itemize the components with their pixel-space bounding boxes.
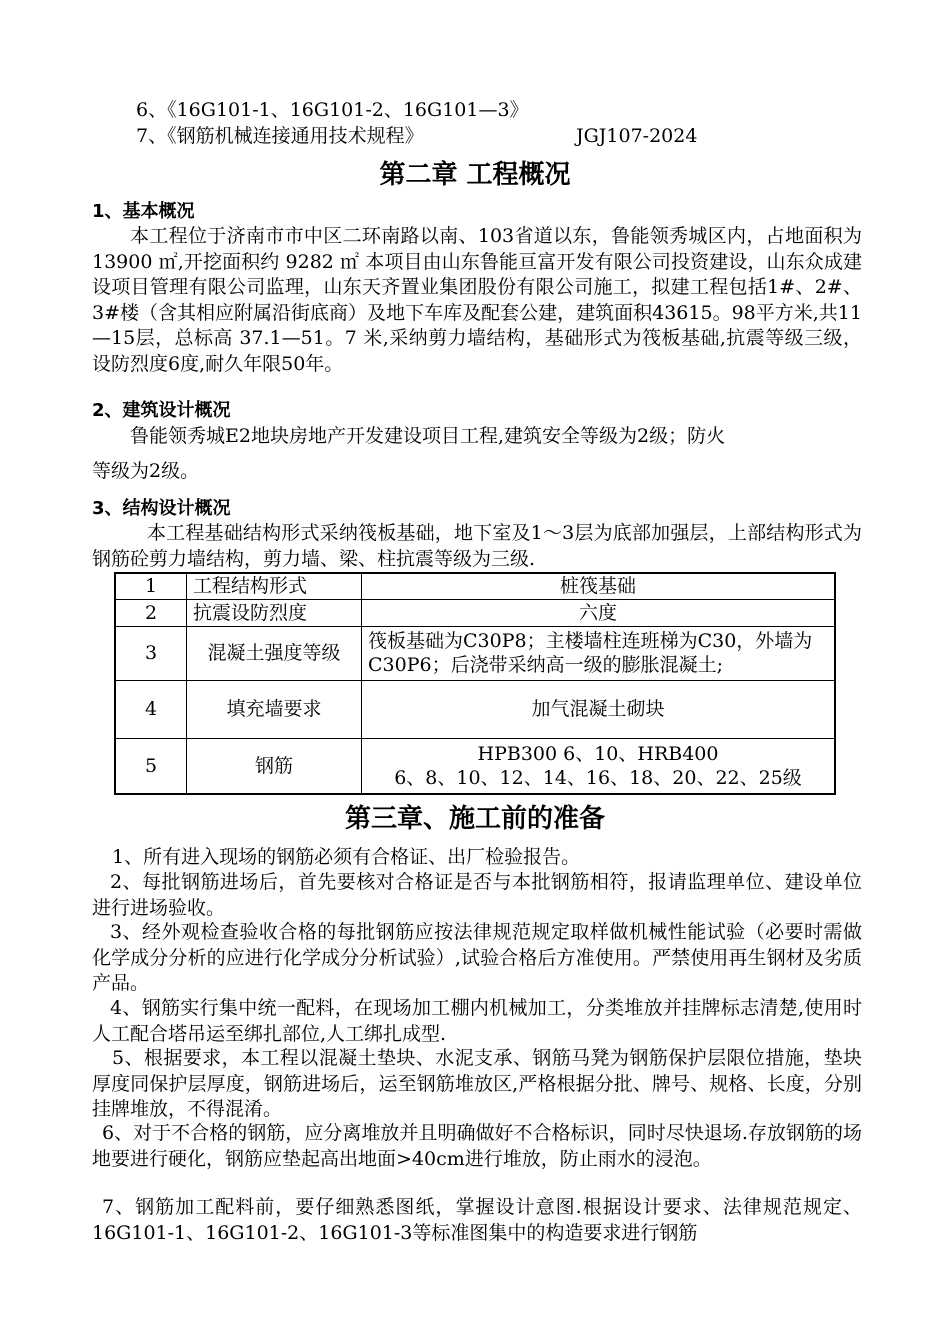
row-number: 4 xyxy=(115,680,187,738)
table-row xyxy=(115,573,835,599)
reference-line: 6、《16G101-1、16G101-2、16G101—3》 xyxy=(136,99,529,121)
row-item: 抗震设防烈度 xyxy=(187,599,362,626)
row-item: 工程结构形式 xyxy=(187,573,362,599)
prep-item: 3、经外观检查验收合格的每批钢筋应按法律规范规定取样做机械性能试验（必要时需做化学成分分析的应进行化学成分分析试验）,试验合格后方准使用。严禁使用再生钢材及劣质产品。 xyxy=(92,921,862,994)
prep-item: 2、每批钢筋进场后，首先要核对合格证是否与本批钢筋相符，报请监理单位、建设单位进行进场验收。 xyxy=(92,871,862,919)
row-value: 六度 xyxy=(362,599,836,626)
section-heading: 2、建筑设计概况 xyxy=(92,400,231,421)
section-body-line: 等级为2级。 xyxy=(92,460,200,482)
row-value-line: 6、8、10、12、14、16、18、20、22、25级 xyxy=(394,766,802,789)
row-value: 加气混凝土砌块 xyxy=(362,680,836,738)
row-value xyxy=(362,738,836,794)
prep-item: 7、钢筋加工配料前，要仔细熟悉图纸，掌握设计意图.根据设计要求、法律规范规定、16G101-1、16G101-2、16G101-3等标准图集中的构造要求进行钢筋 xyxy=(92,1196,862,1244)
chapter-title: 第三章、施工前的准备 xyxy=(344,804,605,834)
chapter-title: 第二章 工程概况 xyxy=(379,160,571,190)
reference-line: 7、《钢筋机械连接通用技术规程》 JGJ107-2024 xyxy=(136,125,698,147)
section-body: 本工程基础结构形式采纳筏板基础，地下室及1～3层为底部加强层，上部结构形式为钢筋砼剪力墙结构，剪力墙、梁、柱抗震等级为三级. xyxy=(92,522,862,570)
row-number: 3 xyxy=(115,626,187,680)
section-heading: 3、结构设计概况 xyxy=(92,498,231,519)
row-item: 混凝土强度等级 xyxy=(187,626,362,680)
prep-item: 6、对于不合格的钢筋，应分离堆放并且明确做好不合格标识，同时尽快退场.存放钢筋的场地要进行硬化，钢筋应垫起高出地面>40cm进行堆放，防止雨水的浸泡。 xyxy=(92,1122,862,1170)
row-value: 桩筏基础 xyxy=(362,573,836,599)
row-number: 2 xyxy=(115,599,187,626)
row-item: 钢筋 xyxy=(187,738,362,794)
row-value-line: HPB300 6、10、HRB400 xyxy=(477,742,719,765)
table-row xyxy=(115,599,835,626)
table-row xyxy=(115,626,835,680)
prep-item: 1、所有进入现场的钢筋必须有合格证、出厂检验报告。 xyxy=(112,846,581,868)
section-body-line: 鲁能领秀城E2地块房地产开发建设项目工程,建筑安全等级为2级；防火 xyxy=(130,425,726,447)
row-number: 1 xyxy=(115,573,187,599)
table-row xyxy=(115,738,835,794)
row-number: 5 xyxy=(115,738,187,794)
table-row xyxy=(115,680,835,738)
standard-code: JGJ107-2024 xyxy=(576,125,698,147)
row-item: 填充墙要求 xyxy=(187,680,362,738)
prep-item: 4、钢筋实行集中统一配料，在现场加工棚内机械加工，分类堆放并挂牌标志清楚,使用时人工配合塔吊运至绑扎部位,人工绑扎成型. xyxy=(92,997,862,1045)
row-value: 筏板基础为C30P8；主楼墙柱连班梯为C30，外墙为C30P6；后浇带采纳高一级的膨胀混凝土; xyxy=(362,626,836,680)
section-heading: 1、基本概况 xyxy=(92,201,195,222)
prep-item: 5、根据要求，本工程以混凝土垫块、水泥支承、钢筋马凳为钢筋保护层限位措施，垫块厚度同保护层厚度，钢筋进场后，运至钢筋堆放区,严格根据分批、牌号、规格、长度，分别挂牌堆放，不得混淆。 xyxy=(92,1047,862,1120)
structure-spec-table xyxy=(114,572,836,795)
section-body: 本工程位于济南市市中区二环南路以南、103省道以东，鲁能领秀城区内，占地面积为 13900 ㎡,开挖面积约 9282 ㎡ 本项目由山东鲁能亘富开发有限公司投资建设，山东众成建设项目管理有限公司监理，山东天齐置业集团股份有限公司施工，拟建工程包括1#、2#、3#楼（含其相应附属沿街底商）及地下车库及配套公建，建筑面积43615。98平方米,共11—15层，总标高 37.1—51。7 米,采纳剪力墙结构，基础形式为筏板基础,抗震等级三级，设防烈度6度,耐久年限50年。 xyxy=(92,225,862,375)
